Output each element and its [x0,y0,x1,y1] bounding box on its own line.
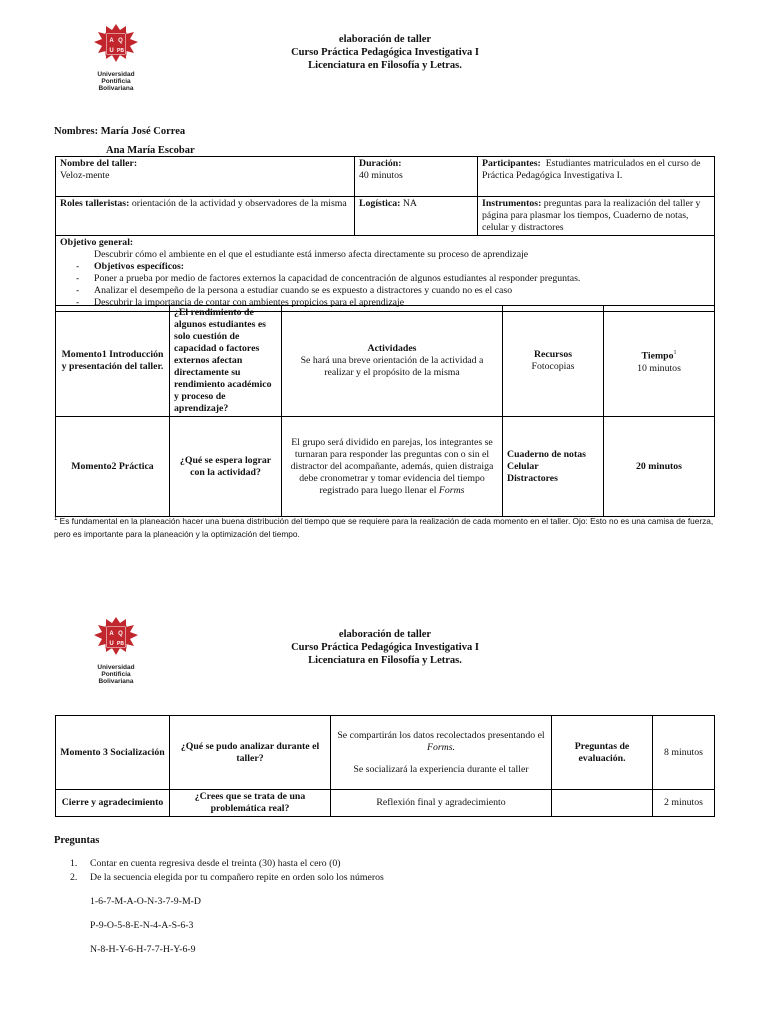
objetivo-item: - Descubrir la importancia de contar con ambientes propicios para el aprendizaje [76,297,405,308]
shield-icon [84,615,148,659]
moments-table-1 [55,305,715,517]
participantes-cell: Participantes: Estudiantes matriculados en el curso de Práctica Pedagógica Investigativa I. [478,157,715,197]
recursos-cell: Preguntas de evaluación. [552,716,653,790]
names-second: Ana María Escobar [106,145,195,156]
logistica-cell: Logística: NA [355,197,478,236]
names-label: Nombres: María José Correa [54,126,186,137]
table-row [56,306,715,417]
list-item: 1. Contar en cuenta regresiva desde el treinta (30) hasta el cero (0) [70,858,341,869]
shield-icon [84,22,148,66]
header-line-1: elaboración de taller [338,34,432,45]
page-header [230,628,540,667]
university-logo [84,22,148,92]
tiempo-cell: 20 minutos [604,417,715,517]
objetivo-item: - Poner a prueba por medio de factores externos la capacidad de concentración de algunos estudiantes al responder preguntas. [76,273,581,284]
actividad-cell: Actividades Se hará una breve orientación de la actividad a realizar y el propósito de la misma [282,306,503,417]
preguntas-title: Preguntas [54,835,100,846]
pregunta-cell: ¿Crees que se trata de una problemática real? [170,790,331,817]
pregunta-cell: ¿Qué se espera lograr con la actividad? [170,417,282,517]
recursos-cell: Recursos Fotocopias [503,306,604,417]
taller-cell: Nombre del taller: Veloz-mente [56,157,355,197]
tiempo-cell: 8 minutos [653,716,715,790]
svg-text:Q: Q [118,38,123,44]
pregunta-cell: ¿El rendimiento de algunos estudiantes es solo cuestión de capacidad o factores externos afectan directamente su rendimiento académico y proceso de aprendizaje? [170,306,282,417]
svg-text:A: A [109,631,114,637]
svg-text:Q: Q [118,631,123,637]
momento-cell: Cierre y agradecimiento [56,790,170,817]
objetivo-general-label: Objetivo general: [60,237,134,248]
momento-cell: Momento 3 Socialización [56,716,170,790]
actividad-cell: El grupo será dividido en parejas, los integrantes se turnaran para responder las preguntas con o sin el distractor del acompañante, además, quien distraiga debe cronometrar y tomar evidencia del tiempo registrado para luego llenar el Forms [282,417,503,517]
instrumentos-cell: Instrumentos: preguntas para la realización del taller y página para plasmar los tiempos, Cuaderno de notas, celular y distractores [478,197,715,236]
table-row [56,716,715,790]
footnote: $^1$ Es fundamental en la planeación hacer una buena distribución del tiempo que se requiere para la realización de cada momento en el taller. Ojo: Esto no es una camisa de fuerza, pero es importante para la planeación y la optimización del tiempo. [54,515,714,539]
actividad-cell: Reflexión final y agradecimiento [331,790,552,817]
svg-text:U: U [109,641,114,647]
tiempo-cell: Tiempo$^1$ 10 minutos [604,306,715,417]
header-line-3: Licenciatura en Filosofía y Letras. [308,60,462,71]
sequence-3: N-8-H-Y-6-H-7-7-H-Y-6-9 [90,944,196,955]
table-row [56,417,715,517]
header-line-2: Curso Práctica Pedagógica Investigativa I [291,47,479,58]
objetivos-especificos-label: - Objetivos específicos: [76,261,185,272]
header-line-2: Curso Práctica Pedagógica Investigativa I [291,642,479,653]
logo-text: Universidad Pontificia Bolivariana [97,664,135,685]
objetivo-item: - Analizar el desempeño de la persona a estudiar cuando se es expuesto a distractores y cuando no es el caso [76,285,513,296]
tiempo-cell: 2 minutos [653,790,715,817]
actividad-cell: Se compartirán los datos recolectados presentando el Forms. Se socializará la experiencia durante el taller [331,716,552,790]
sequence-1: 1-6-7-M-A-O-N-3-7-9-M-D [90,896,201,907]
momento-cell: Momento1 Introducción y presentación del taller. [56,306,170,417]
header-line-3: Licenciatura en Filosofía y Letras. [308,655,462,666]
sequence-2: P-9-O-5-8-E-N-4-A-S-6-3 [90,920,194,931]
svg-text:PB: PB [117,48,124,54]
objetivo-general-text: Descubrir cómo el ambiente en el que el estudiante está inmerso afecta directamente su proceso de aprendizaje [94,249,529,260]
logo-text: Universidad Pontificia Bolivariana [97,71,135,92]
info-table [55,156,715,312]
moments-table-2 [55,715,715,817]
momento-cell: Momento2 Práctica [56,417,170,517]
table-row [56,790,715,817]
pregunta-cell: ¿Qué se pudo analizar durante el taller? [170,716,331,790]
university-logo [84,615,148,685]
objetivos-cell [56,236,715,312]
svg-text:PB: PB [117,641,124,647]
duracion-cell: Duración: 40 minutos [355,157,478,197]
preguntas-list [70,857,384,885]
header-line-1: elaboración de taller [338,629,432,640]
page-header [230,33,540,72]
svg-text:A: A [109,38,114,44]
list-item: 2. De la secuencia elegida por tu compañero repite en orden solo los números [70,872,384,883]
recursos-cell [552,790,653,817]
recursos-cell: Cuaderno de notas Celular Distractores [503,417,604,517]
roles-cell: Roles talleristas: orientación de la actividad y observadores de la misma [56,197,355,236]
svg-text:U: U [109,48,114,54]
